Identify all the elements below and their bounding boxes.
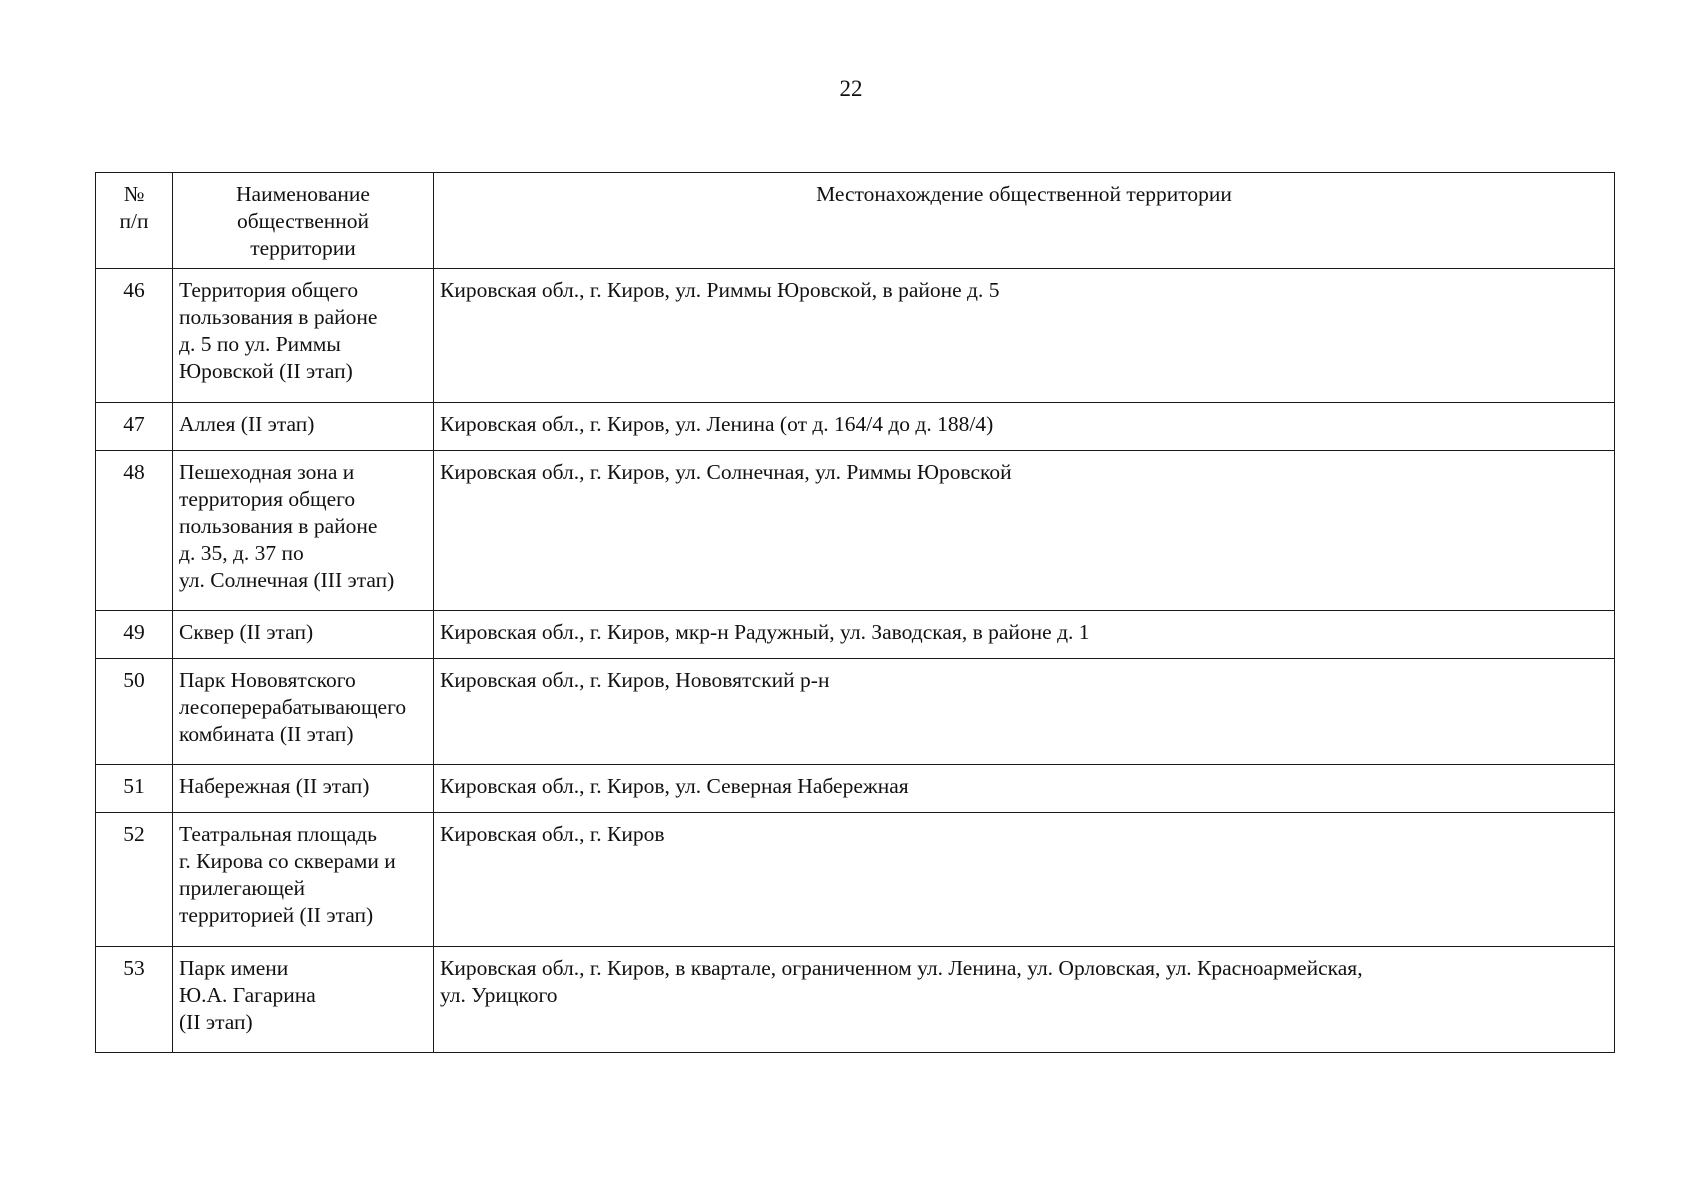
header-name: Наименование общественной территории (173, 173, 434, 269)
row-name: Аллея (II этап) (173, 403, 434, 451)
row-num: 48 (96, 451, 173, 611)
table-row (96, 813, 1615, 947)
row-num: 50 (96, 659, 173, 765)
header-num: № п/п (96, 173, 173, 269)
row-name: Парк Нововятского лесоперерабатывающего комбината (II этап) (173, 659, 434, 765)
table-row (96, 269, 1615, 403)
row-name: Сквер (II этап) (173, 611, 434, 659)
table-row (96, 611, 1615, 659)
row-num: 47 (96, 403, 173, 451)
row-location: Кировская обл., г. Киров, ул. Северная Набережная (434, 765, 1615, 813)
table-row (96, 403, 1615, 451)
row-name: Набережная (II этап) (173, 765, 434, 813)
row-name: Парк имени Ю.А. Гагарина (II этап) (173, 947, 434, 1053)
row-location: Кировская обл., г. Киров, ул. Солнечная, ул. Риммы Юровской (434, 451, 1615, 611)
table-row (96, 765, 1615, 813)
row-num: 49 (96, 611, 173, 659)
row-num: 53 (96, 947, 173, 1053)
row-location: Кировская обл., г. Киров, ул. Ленина (от д. 164/4 до д. 188/4) (434, 403, 1615, 451)
territories-table (95, 172, 1615, 1053)
row-num: 52 (96, 813, 173, 947)
table-row (96, 659, 1615, 765)
row-num: 51 (96, 765, 173, 813)
row-name: Территория общего пользования в районе д. 5 по ул. Риммы Юровской (II этап) (173, 269, 434, 403)
row-location: Кировская обл., г. Киров, Нововятский р-н (434, 659, 1615, 765)
row-location: Кировская обл., г. Киров (434, 813, 1615, 947)
row-location: Кировская обл., г. Киров, в квартале, ограниченном ул. Ленина, ул. Орловская, ул. Красноармейская, ул. Урицкого (434, 947, 1615, 1053)
row-location: Кировская обл., г. Киров, ул. Риммы Юровской, в районе д. 5 (434, 269, 1615, 403)
table-row (96, 947, 1615, 1053)
table-row (96, 451, 1615, 611)
page-number: 22 (839, 76, 863, 101)
table-header-row (96, 173, 1615, 269)
header-location: Местонахождение общественной территории (434, 173, 1615, 269)
row-location: Кировская обл., г. Киров, мкр-н Радужный, ул. Заводская, в районе д. 1 (434, 611, 1615, 659)
row-num: 46 (96, 269, 173, 403)
row-name: Пешеходная зона и территория общего пользования в районе д. 35, д. 37 по ул. Солнечная (III этап) (173, 451, 434, 611)
row-name: Театральная площадь г. Кирова со скверами и прилегающей территорией (II этап) (173, 813, 434, 947)
